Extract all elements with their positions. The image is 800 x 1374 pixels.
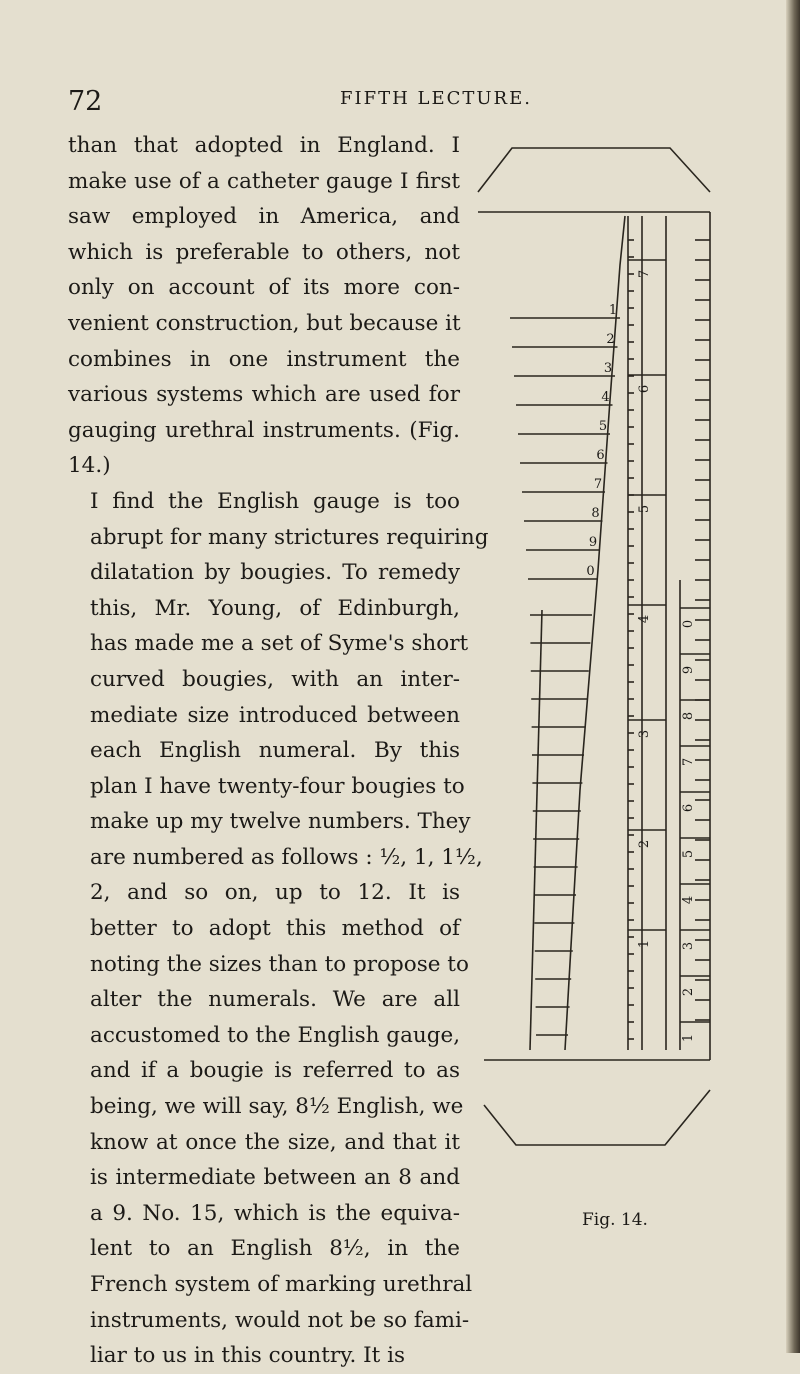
paragraph-2 <box>68 484 489 1374</box>
middle-scale-number: 2 <box>637 839 652 849</box>
text-line: 2, and so on, up to 12. It is <box>90 880 460 906</box>
text-line: abrupt for many strictures requiring <box>90 524 489 550</box>
middle-scale-number: 7 <box>637 269 652 279</box>
left-slot-curve <box>565 216 625 1050</box>
left-scale-number: 3 <box>603 361 613 376</box>
text-line: is intermediate between an 8 and <box>90 1165 460 1191</box>
text-line: combines in one instrument the <box>68 346 460 372</box>
middle-scale-number: 6 <box>637 384 652 394</box>
text-line: know at once the size, and that it <box>90 1129 460 1155</box>
text-line: noting the sizes than to propose to <box>90 951 469 977</box>
text-line: curved bougies, with an inter- <box>90 666 460 692</box>
left-slot-inner <box>530 610 542 1050</box>
right-scale-number: 5 <box>681 849 696 859</box>
right-scale-number: 9 <box>681 665 696 675</box>
text-line: which is preferable to others, not <box>68 239 460 265</box>
gauge-top-cap <box>478 148 710 192</box>
left-scale-number: 8 <box>591 506 600 521</box>
right-scale-number: 2 <box>681 987 696 997</box>
text-line: has made me a set of Syme's short <box>90 631 469 657</box>
text-line: various systems which are used for <box>68 382 460 408</box>
right-scale-number: 4 <box>681 895 696 905</box>
text-line: are numbered as follows : ½, 1, 1½, <box>90 844 483 870</box>
left-scale-number: 5 <box>598 419 608 434</box>
left-scale-number: 7 <box>593 477 603 492</box>
text-line: a 9. No. 15, which is the equiva- <box>90 1200 460 1226</box>
text-line: alter the numerals. We are all <box>90 987 460 1013</box>
text-line: saw employed in America, and <box>68 204 460 230</box>
left-scale-number: 0 <box>586 564 595 579</box>
left-scale-number: 2 <box>606 332 615 347</box>
right-scale-number: 0 <box>681 619 696 629</box>
middle-scale-number: 5 <box>637 504 652 514</box>
text-line: lent to an English 8½, in the <box>90 1236 460 1262</box>
left-scale-number: 6 <box>596 448 605 463</box>
right-scale-number: 6 <box>681 803 696 813</box>
gauge-bottom-cap <box>484 1090 710 1145</box>
right-scale-number: 8 <box>681 711 696 721</box>
middle-scale-number: 3 <box>637 729 652 739</box>
text-line: make up my twelve numbers. They <box>90 809 471 835</box>
figure-caption: Fig. 14. <box>582 1210 648 1230</box>
text-line: being, we will say, 8½ English, we <box>90 1094 464 1120</box>
book-edge <box>786 0 800 1353</box>
paragraph-1 <box>68 128 460 484</box>
text-line: than that adopted in England. I <box>68 133 460 158</box>
catheter-gauge-figure <box>470 140 740 1200</box>
text-line: venient construction, but because it <box>68 310 461 336</box>
right-scale-number: 1 <box>681 1033 696 1043</box>
left-scale-number: 1 <box>608 303 618 318</box>
running-title: FIFTH LECTURE. <box>340 88 532 109</box>
text-line: this, Mr. Young, of Edinburgh, <box>90 595 460 621</box>
text-line: mediate size introduced between <box>90 702 460 728</box>
middle-scale-number: 4 <box>637 614 652 624</box>
text-line: liar to us in this country. It is <box>90 1343 406 1369</box>
page-number: 72 <box>68 86 103 117</box>
body-text <box>68 128 489 1374</box>
middle-scale-number: 1 <box>637 939 652 949</box>
text-line: dilatation by bougies. To remedy <box>90 560 460 586</box>
text-line: 14.) <box>68 453 111 479</box>
text-line: accustomed to the English gauge, <box>90 1022 461 1048</box>
right-scale-number: 3 <box>681 941 696 951</box>
left-scale-number: 4 <box>601 390 610 405</box>
text-line: make use of a catheter gauge I first <box>68 168 460 194</box>
text-line: instruments, would not be so fami- <box>90 1307 470 1333</box>
text-line: only on account of its more con- <box>68 275 460 301</box>
text-line: each English numeral. By this <box>90 738 460 764</box>
text-line: I find the English gauge is too <box>90 488 460 514</box>
text-line: better to adopt this method of <box>90 916 460 942</box>
text-line: French system of marking urethral <box>90 1272 473 1297</box>
text-line: gauging urethral instruments. (Fig. <box>68 417 460 443</box>
left-scale-number: 9 <box>588 535 598 550</box>
text-line: plan I have twenty-four bougies to <box>90 773 465 799</box>
right-scale-number: 7 <box>681 757 696 767</box>
text-line: and if a bougie is referred to as <box>90 1058 460 1084</box>
